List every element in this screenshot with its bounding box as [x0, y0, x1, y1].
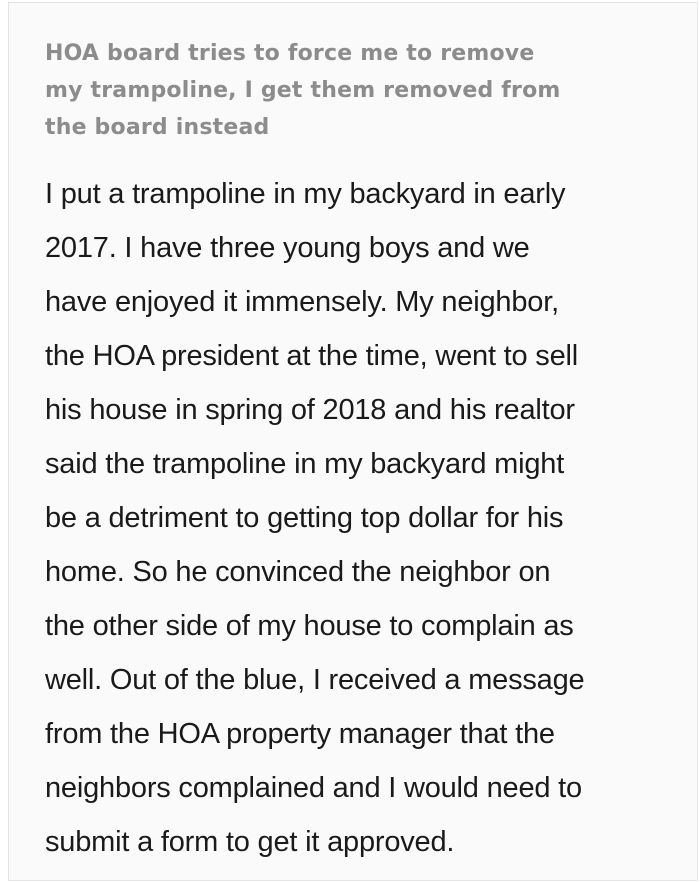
post-card	[8, 2, 698, 881]
post-body-line: the other side of my house to complain as	[45, 610, 574, 642]
post-body-line: home. So he convinced the neighbor on	[45, 556, 551, 588]
post-title-line: HOA board tries to force me to remove	[45, 41, 535, 66]
post-body-line: I put a trampoline in my backyard in early	[45, 178, 566, 210]
post-body-line: submit a form to get it approved.	[45, 826, 455, 858]
post-title-line: my trampoline, I get them removed from	[45, 78, 561, 103]
post-body-line: said the trampoline in my backyard might	[45, 448, 565, 480]
post-body-line: well. Out of the blue, I received a message	[45, 664, 585, 696]
post-body-line: his house in spring of 2018 and his realtor	[45, 394, 575, 426]
post-title	[45, 35, 673, 146]
post-body-line: be a detriment to getting top dollar for his	[45, 502, 564, 534]
post-body-line: have enjoyed it immensely. My neighbor,	[45, 286, 559, 318]
post-body-line: 2017. I have three young boys and we	[45, 232, 530, 264]
post-body-line: neighbors complained and I would need to	[45, 772, 582, 804]
post-title-line: the board instead	[45, 115, 270, 140]
post-body-line: from the HOA property manager that the	[45, 718, 555, 750]
post-body	[45, 167, 673, 869]
post-body-line: the HOA president at the time, went to sell	[45, 340, 579, 372]
